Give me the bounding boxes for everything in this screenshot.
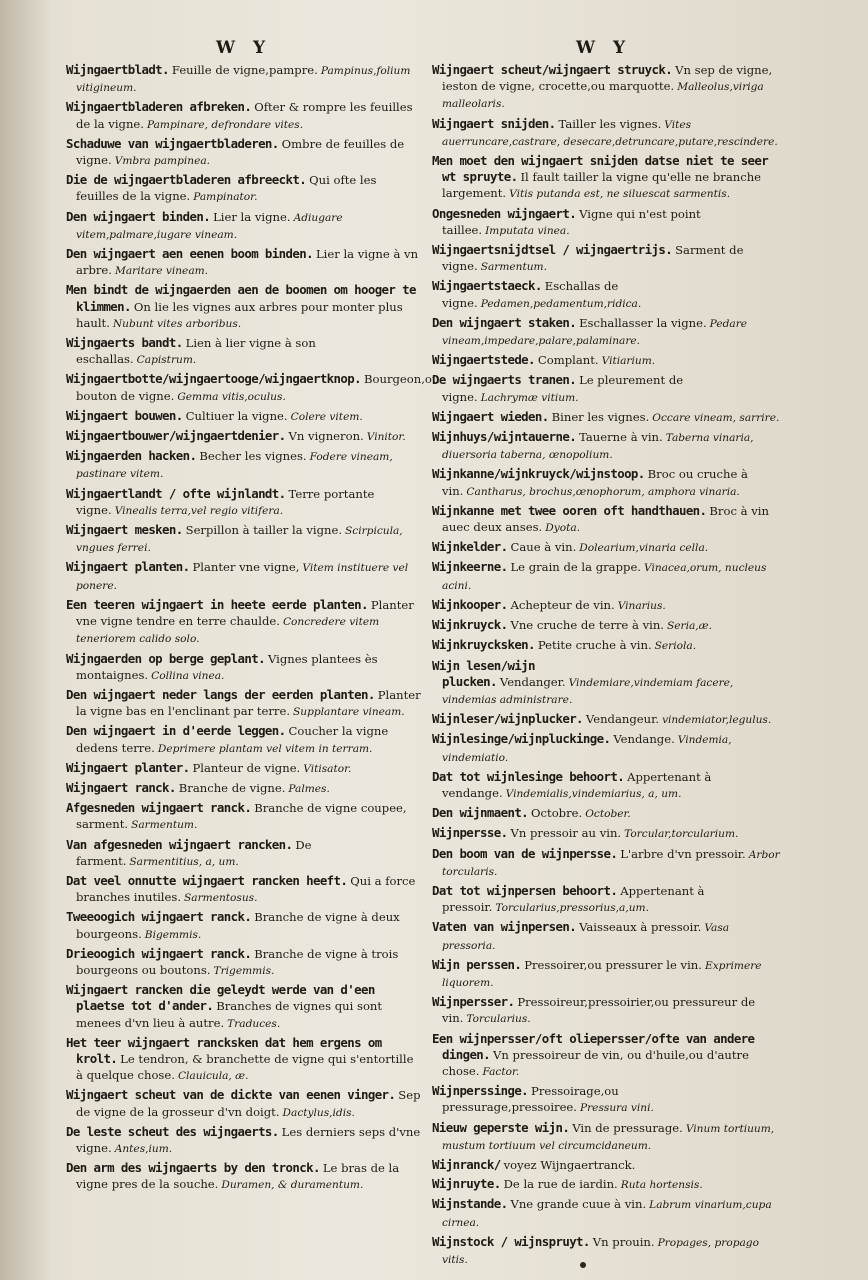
entry-latin-gloss: Clauicula, æ.: [177, 1070, 249, 1083]
entry-headword: Wijngaertbouwer/wijngaertdenier.: [66, 428, 286, 444]
entry-french-gloss: Vn pressoir au vin.: [510, 826, 622, 841]
entry-headword: Wijnpersse.: [432, 825, 508, 841]
entry-latin-gloss: Sarmentum.: [131, 819, 198, 832]
entry-headword: Wijnhuys/wijntauerne.: [432, 429, 577, 445]
entry-headword: Wijngaert planter.: [66, 759, 190, 775]
dictionary-entry: [66, 448, 422, 482]
entry-latin-gloss: Fodere vineam, pastinare vitem.: [76, 451, 393, 481]
dictionary-entry: [66, 1035, 422, 1085]
entry-headword: De leste scheut des wijngaerts.: [66, 1123, 279, 1139]
entry-french-gloss: Broc ou cruche à vin.: [442, 467, 748, 498]
entry-latin-gloss: Exprimere liquorem.: [442, 959, 762, 989]
entry-headword: Een teeren wijngaert in heete eerde planten.: [66, 596, 368, 612]
entry-headword: Wijngaert ranck.: [66, 779, 176, 795]
entry-french-gloss: Vendanger.: [499, 674, 566, 689]
entry-latin-gloss: Factor.: [482, 1065, 520, 1078]
dictionary-entry: [66, 723, 422, 756]
entry-french-gloss: Complant.: [537, 353, 599, 368]
entry-latin-gloss: Supplantare vineam.: [293, 706, 405, 719]
entry-headword: Wijngaertbladeren afbreken.: [66, 99, 252, 115]
entry-headword: Wijnkeerne.: [432, 559, 508, 575]
dictionary-entry: [66, 873, 422, 906]
binding-gutter: [0, 0, 50, 1280]
entry-french-gloss: De farment.: [76, 837, 312, 868]
printer-mark: [580, 1262, 586, 1268]
dictionary-entry: [432, 846, 782, 880]
entry-latin-gloss: Cantharus, brochus,œnophorum, amphora vinaria.: [466, 485, 740, 498]
entry-french-gloss: Vn pressoireur de vin, ou d'huile,ou d'autre chose.: [442, 1047, 749, 1078]
entry-latin-gloss: Vinum tortiuum, mustum tortiuum vel circumcidaneum.: [442, 1122, 775, 1152]
entry-french-gloss: Ofter & rompre les feuilles de la vigne.: [76, 100, 413, 131]
dictionary-entry: [66, 408, 422, 425]
dictionary-entry: [432, 1176, 782, 1193]
entry-french-gloss: Branche de vigne à deux bourgeons.: [76, 910, 400, 941]
dictionary-entry: [66, 1087, 422, 1120]
entry-latin-gloss: Vindemia, vindemiatio.: [442, 734, 732, 764]
entry-french-gloss: Eschallasser la vigne.: [579, 315, 707, 330]
left-column: [66, 62, 440, 1197]
entry-headword: Die de wijngaertbladeren afbreeckt.: [66, 172, 307, 188]
entry-french-gloss: Vigne qui n'est point taillee.: [442, 206, 701, 237]
dictionary-entry: [432, 116, 782, 150]
entry-latin-gloss: Palmes.: [288, 782, 330, 795]
entry-french-gloss: Qui ofte les feuilles de la vigne.: [76, 173, 377, 204]
entry-latin-gloss: Pedamen,pedamentum,ridica.: [480, 297, 642, 310]
dictionary-entry: [432, 539, 782, 556]
entry-french-gloss: Branche de vigne.: [178, 780, 286, 795]
entry-french-gloss: Le pleurement de vigne.: [442, 373, 684, 404]
dictionary-entry: [432, 1234, 782, 1268]
entry-headword: Wijnstande.: [432, 1196, 508, 1212]
entry-latin-gloss: Pampinus,folium vitigineum.: [76, 65, 411, 95]
entry-french-gloss: Les derniers seps d'vne vigne.: [76, 1124, 421, 1155]
entry-french-gloss: Le grain de la grappe.: [510, 560, 641, 575]
entry-french-gloss: Feuille de vigne,pampre.: [171, 63, 318, 77]
entry-french-gloss: Planter vne vigne tendre en terre chaulde.: [76, 597, 414, 629]
entry-headword: Van afgesneden wijngaert rancken.: [66, 836, 293, 852]
entry-headword: Wijngaertlandt / ofte wijnlandt.: [66, 485, 286, 501]
entry-latin-gloss: Deprimere plantam vel vitem in terram.: [157, 742, 373, 755]
entry-latin-gloss: Vitiarium.: [601, 355, 656, 368]
dictionary-entry: [432, 242, 782, 275]
entry-headword: Wijngaert rancken die geleydt werde van d'een plaetse tot d'ander.: [66, 982, 375, 1014]
entry-french-gloss: Terre portante vigne.: [76, 486, 375, 517]
entry-headword: Wijn lesen/wijn plucken.: [432, 657, 535, 689]
entry-headword: Den wijnmaent.: [432, 805, 529, 821]
entry-french-gloss: Vendangeur.: [585, 712, 660, 727]
entry-french-gloss: Branche de vigne coupee, sarment.: [76, 801, 407, 832]
entry-latin-gloss: Trigemmis.: [213, 964, 275, 977]
entry-french-gloss: Pressoirer,ou pressurer le vin.: [524, 957, 702, 972]
entry-latin-gloss: Propages, propago vitis.: [442, 1236, 759, 1266]
entry-french-gloss: Le tendron, & branchette de vigne qui s'entortille à quelque chose.: [76, 1051, 414, 1083]
entry-french-gloss: Le bras de la vigne pres de la souche.: [76, 1161, 400, 1192]
dictionary-entry: [432, 1157, 782, 1173]
entry-french-gloss: Branches de vignes qui sont menees d'vn lieu à autre.: [76, 999, 383, 1030]
entry-latin-gloss: Torcular,torcularium.: [624, 828, 739, 841]
dictionary-entry: [432, 1031, 782, 1081]
dictionary-entry: [432, 883, 782, 916]
entry-headword: Vaten van wijnpersen.: [432, 919, 577, 935]
entry-latin-gloss: Arbor torcularis.: [442, 848, 780, 878]
entry-french-gloss: Tailler les vignes.: [558, 116, 662, 131]
dictionary-entry: [432, 559, 782, 593]
entry-french-gloss: Vne grande cuue à vin.: [510, 1197, 647, 1212]
entry-french-gloss: Vignes plantees ès montaignes.: [76, 651, 378, 682]
dictionary-entry: [66, 982, 422, 1032]
entry-latin-gloss: Colere vitem.: [290, 410, 363, 423]
dictionary-entry: [432, 1196, 782, 1230]
entry-french-gloss: Branche de vigne à trois bourgeons ou boutons.: [76, 946, 399, 977]
entry-french-gloss: Pressoireur,pressoirier,ou pressureur de vin.: [442, 995, 756, 1026]
entry-latin-gloss: Concredere vitem teneriorem calido solo.: [76, 616, 380, 646]
entry-headword: Wijnkanne met twee ooren oft handthauen.: [432, 502, 707, 518]
entry-french-gloss: Sarment de vigne.: [442, 243, 744, 274]
entry-headword: Ongesneden wijngaert.: [432, 205, 577, 221]
entry-latin-gloss: October.: [585, 808, 631, 821]
entry-french-gloss: Vin de pressurage.: [572, 1120, 683, 1135]
dictionary-entry: [66, 597, 422, 648]
entry-french-gloss: Sep de vigne de la grosseur d'vn doigt.: [76, 1088, 421, 1119]
dictionary-entry: [66, 559, 422, 593]
entry-headword: Dat tot wijnpersen behoort.: [432, 882, 618, 898]
dictionary-entry: [432, 617, 782, 634]
entry-french-gloss: Becher les vignes.: [199, 449, 307, 464]
entry-latin-gloss: Duramen, & duramentum.: [221, 1179, 364, 1192]
dictionary-entry: [66, 909, 422, 942]
entry-headword: Wijngaerden hacken.: [66, 448, 197, 464]
dictionary-entry: [432, 62, 782, 113]
dictionary-entry: [66, 428, 422, 445]
entry-french-gloss: Vn sep de vigne, ieston de vigne, crocette,ou marquotte.: [442, 63, 773, 94]
entry-headword: Den wijngaert binden.: [66, 208, 211, 224]
entry-latin-gloss: Dactylus,idis.: [282, 1106, 355, 1119]
dictionary-entry: [66, 780, 422, 797]
entry-french-gloss: Appertenant à pressoir.: [442, 883, 705, 915]
entry-latin-gloss: Vitisator.: [303, 762, 352, 775]
entry-french-gloss: Vn vigneron.: [288, 429, 364, 444]
entry-latin-gloss: Pampinator.: [193, 191, 258, 204]
entry-headword: Wijngaert mesken.: [66, 522, 183, 538]
dictionary-entry: [432, 994, 782, 1027]
entry-french-gloss: L'arbre d'vn pressoir.: [620, 846, 746, 861]
dictionary-entry: [432, 278, 782, 311]
entry-latin-gloss: Antes,ium.: [114, 1142, 173, 1155]
entry-headword: Drieoogich wijngaert ranck.: [66, 945, 252, 961]
entry-french-gloss: voyez Wijngaertranck.: [503, 1157, 636, 1172]
entry-french-gloss: Bourgeon,ou bouton de vigne.: [76, 372, 440, 403]
dictionary-entry: [432, 315, 782, 349]
entry-french-gloss: Il fault tailler la vigne qu'elle ne branche largement.: [442, 170, 762, 201]
dictionary-entry: [66, 522, 422, 556]
dictionary-entry: [66, 486, 422, 519]
entry-latin-gloss: Seria,æ.: [667, 620, 712, 633]
entry-french-gloss: Planter vne vigne,: [192, 560, 300, 575]
entry-french-gloss: Coucher la vigne dedens terre.: [76, 724, 389, 755]
entry-headword: Nieuw geperste wijn.: [432, 1119, 570, 1135]
entry-latin-gloss: Traduces.: [227, 1017, 281, 1030]
dictionary-entry: [66, 246, 422, 279]
dictionary-entry: [432, 919, 782, 953]
dictionary-entry: [66, 335, 422, 368]
entry-latin-gloss: Occare vineam, sarrire.: [652, 411, 780, 424]
entry-headword: Wijnruyte.: [432, 1176, 501, 1192]
dictionary-entry: [432, 711, 782, 728]
entry-headword: Wijngaerts bandt.: [66, 335, 183, 351]
entry-french-gloss: Tauerne à vin.: [579, 430, 663, 445]
entry-headword: Men bindt de wijngaerden aen de boomen om hooger te klimmen.: [66, 282, 416, 314]
entry-latin-gloss: Ruta hortensis.: [620, 1179, 703, 1192]
dictionary-entry: [432, 372, 782, 405]
entry-french-gloss: Lier la vigne à vn arbre.: [76, 247, 419, 278]
entry-latin-gloss: Malleolus,viriga malleolaris.: [442, 81, 764, 111]
dictionary-entry: [432, 352, 782, 369]
entry-headword: Een wijnpersser/oft oliepersser/ofte van andere dingen.: [432, 1030, 755, 1062]
dictionary-entry: [432, 153, 782, 203]
entry-headword: Wijngaert planten.: [66, 559, 190, 575]
entry-french-gloss: Ombre de feuilles de vigne.: [76, 136, 405, 168]
dictionary-entry: [432, 409, 782, 426]
entry-latin-gloss: Vasa pressoria.: [442, 922, 730, 952]
dictionary-entry: [432, 769, 782, 802]
entry-latin-gloss: Torcularius.: [466, 1013, 531, 1026]
dictionary-entry: [66, 209, 422, 243]
dictionary-entry: [66, 1160, 422, 1193]
entry-headword: Wijngaert bouwen.: [66, 407, 183, 423]
entry-headword: Den arm des wijngaerts by den tronck.: [66, 1160, 320, 1176]
entry-headword: Den boom van de wijnpersse.: [432, 845, 618, 861]
entry-headword: Den wijngaert neder langs der eerden planten.: [66, 686, 375, 702]
entry-latin-gloss: Sarmentum.: [480, 261, 547, 274]
dictionary-entry: [66, 760, 422, 777]
dictionary-entry: [432, 1083, 782, 1116]
dictionary-entry: [432, 957, 782, 991]
dictionary-entry: [432, 637, 782, 654]
header-right: W Y: [576, 38, 632, 58]
entry-headword: De wijngaerts tranen.: [432, 372, 577, 388]
entry-latin-gloss: Vindemialis,vindemiarius, a, um.: [505, 787, 682, 800]
dictionary-entry: [66, 371, 440, 404]
entry-french-gloss: Lien à lier vigne à son eschallas.: [76, 336, 316, 367]
entry-headword: Den wijngaert in d'eerde leggen.: [66, 723, 286, 739]
dictionary-entry: [432, 805, 782, 822]
entry-french-gloss: Planteur de vigne.: [192, 760, 301, 775]
entry-latin-gloss: Adiugare vitem,palmare,iugare vineam.: [76, 211, 343, 241]
entry-latin-gloss: Taberna vinaria, diuersoria taberna, œnopolium.: [442, 432, 754, 462]
entry-headword: Wijngaertstede.: [432, 352, 535, 368]
entry-latin-gloss: Vinealis terra,vel regio vitifera.: [114, 504, 284, 517]
dictionary-entry: [432, 1120, 782, 1154]
entry-latin-gloss: Dyota.: [545, 522, 581, 535]
entry-french-gloss: Biner les vignes.: [551, 409, 650, 424]
running-header: [66, 38, 854, 62]
entry-french-gloss: Vne cruche de terre à vin.: [510, 618, 664, 633]
entry-headword: Dat veel onnutte wijngaert rancken heeft.: [66, 872, 348, 888]
entry-latin-gloss: Sarmentitius, a, um.: [129, 855, 239, 868]
entry-headword: Wijnleser/wijnplucker.: [432, 711, 583, 727]
header-left: W Y: [216, 38, 272, 58]
entry-latin-gloss: Labrum vinarium,cupa cirnea.: [442, 1199, 772, 1229]
dictionary-entry: [432, 731, 782, 765]
entry-headword: Men moet den wijngaert snijden datse niet te seer wt spruyte.: [432, 153, 769, 185]
entry-latin-gloss: Vinitor.: [366, 431, 406, 444]
entry-french-gloss: Octobre.: [531, 806, 583, 821]
entry-headword: Wijngaertsnijdtsel / wijngaertrijs.: [432, 242, 673, 258]
entry-headword: Wijngaertbotte/wijngaertooge/wijngaertknop.: [66, 371, 361, 387]
entry-latin-gloss: vindemiator,legulus.: [662, 714, 772, 727]
entry-french-gloss: Serpillon à tailler la vigne.: [185, 523, 343, 538]
entry-headword: Wijnkruyck.: [432, 617, 508, 633]
entry-latin-gloss: Vindemiare,vindemiam facere, vindemias administrare.: [442, 676, 734, 706]
dictionary-entry: [66, 62, 422, 96]
entry-headword: Wijngaert scheut van de dickte van eenen vinger.: [66, 1087, 396, 1103]
entry-headword: Wijnstock / wijnspruyt.: [432, 1233, 590, 1249]
dictionary-entry: [66, 800, 422, 833]
entry-french-gloss: Pressoirage,ou pressurage,pressoiree.: [442, 1084, 619, 1115]
entry-french-gloss: Vendange.: [613, 732, 675, 747]
dictionary-entry: [432, 597, 782, 614]
entry-headword: Dat tot wijnlesinge behoort.: [432, 768, 625, 784]
dictionary-entry: [432, 429, 782, 463]
dictionary-entry: [432, 206, 782, 239]
entry-latin-gloss: Scirpicula, vngues ferrei.: [76, 525, 403, 555]
entry-french-gloss: Vn prouin.: [592, 1234, 655, 1249]
dictionary-entry: [66, 946, 422, 979]
entry-headword: Wijn perssen.: [432, 956, 522, 972]
entry-french-gloss: Appertenant à vendange.: [442, 769, 712, 800]
entry-headword: Tweeoogich wijngaert ranck.: [66, 909, 252, 925]
entry-headword: Schaduwe van wijngaertbladeren.: [66, 135, 279, 151]
entry-headword: Afgesneden wijngaert ranck.: [66, 800, 252, 816]
entry-french-gloss: Lier la vigne.: [213, 209, 291, 224]
entry-headword: Het teer wijngaert rancksken dat hem ergens om krolt.: [66, 1034, 382, 1066]
dictionary-entry: [432, 825, 782, 842]
entry-latin-gloss: Imputata vinea.: [485, 224, 570, 237]
entry-headword: Wijngaert scheut/wijngaert struyck.: [432, 62, 673, 77]
dictionary-entry: [66, 1124, 422, 1157]
entry-headword: Wijngaertstaeck.: [432, 278, 542, 294]
dictionary-entry: [66, 282, 422, 332]
entry-french-gloss: On lie les vignes aux arbres pour monter plus hault.: [76, 299, 403, 330]
entry-headword: Wijnlesinge/wijnpluckinge.: [432, 731, 611, 747]
dictionary-entry: [66, 99, 422, 132]
entry-latin-gloss: Sarmentosus.: [184, 892, 258, 905]
entry-latin-gloss: Torcularius,pressorius,a,um.: [495, 902, 649, 915]
entry-latin-gloss: Nubunt vites arboribus.: [112, 317, 242, 330]
dictionary-entry: [432, 466, 782, 499]
entry-latin-gloss: Seriola.: [654, 640, 697, 653]
entry-headword: Wijnkooper.: [432, 596, 508, 612]
entry-latin-gloss: Pedare vineam,impedare,palare,palaminare.: [442, 317, 748, 348]
entry-latin-gloss: Maritare vineam.: [114, 265, 209, 278]
dictionary-entry: [432, 503, 782, 536]
entry-headword: Wijnpersser.: [432, 994, 515, 1010]
entry-latin-gloss: Gemma vitis,oculus.: [177, 390, 286, 403]
entry-french-gloss: De la rue de iardin.: [503, 1177, 618, 1192]
entry-headword: Wijnkelder.: [432, 539, 508, 555]
entry-headword: Den wijngaert staken.: [432, 314, 577, 330]
dictionary-entry: [66, 687, 422, 720]
dictionary-entry: [66, 837, 422, 870]
entry-headword: Wijngaert snijden.: [432, 115, 556, 131]
entry-latin-gloss: Vitis putanda est, ne siluescat sarmentis.: [509, 188, 731, 201]
entry-latin-gloss: Vitem instituere vel ponere.: [76, 562, 409, 592]
entry-french-gloss: Broc à vin auec deux anses.: [442, 503, 769, 535]
entry-french-gloss: Planter la vigne bas en l'enclinant par terre.: [76, 687, 421, 719]
entry-latin-gloss: Vites auerruncare,castrare, desecare,detruncare,putare,rescindere.: [442, 118, 778, 148]
entry-latin-gloss: Collina vinea.: [151, 669, 225, 682]
entry-latin-gloss: Vinacea,orum, nucleus acini.: [442, 562, 767, 592]
entry-french-gloss: Achepteur de vin.: [510, 597, 615, 612]
entry-french-gloss: Vaisseaux à pressoir.: [579, 920, 702, 935]
entry-french-gloss: Cultiuer la vigne.: [185, 408, 288, 423]
entry-headword: Wijngaertbladt.: [66, 62, 169, 77]
entry-latin-gloss: Dolearium,vinaria cella.: [579, 542, 709, 555]
entry-french-gloss: Qui a force branches inutiles.: [76, 873, 416, 905]
entry-headword: Wijnperssinge.: [432, 1083, 529, 1099]
entry-headword: Wijnranck/: [432, 1156, 501, 1172]
entry-headword: Wijngaert wieden.: [432, 408, 549, 424]
entry-french-gloss: Caue à vin.: [510, 540, 577, 555]
right-column: [432, 62, 782, 1271]
entry-french-gloss: Eschallas de vigne.: [442, 279, 619, 310]
entry-latin-gloss: Pressura vini.: [579, 1102, 654, 1115]
entry-french-gloss: Petite cruche à vin.: [537, 638, 652, 653]
entry-latin-gloss: Vinarius.: [617, 599, 666, 612]
entry-headword: Wijngaerden op berge geplant.: [66, 650, 265, 666]
dictionary-entry: [66, 172, 422, 205]
entry-headword: Wijnkruycksken.: [432, 637, 535, 653]
entry-latin-gloss: Bigemmis.: [144, 928, 202, 941]
entry-latin-gloss: Capistrum.: [136, 354, 197, 367]
entry-headword: Den wijngaert aen eenen boom binden.: [66, 246, 313, 262]
entry-latin-gloss: Vmbra pampinea.: [114, 155, 211, 168]
dictionary-entry: [66, 136, 422, 169]
entry-headword: Wijnkanne/wijnkruyck/wijnstoop.: [432, 466, 645, 482]
dictionary-entry: [66, 651, 422, 684]
dictionary-entry: [432, 658, 782, 709]
entry-latin-gloss: Lachrymæ vitium.: [480, 391, 579, 404]
entry-latin-gloss: Pampinare, defrondare vites.: [146, 118, 304, 131]
